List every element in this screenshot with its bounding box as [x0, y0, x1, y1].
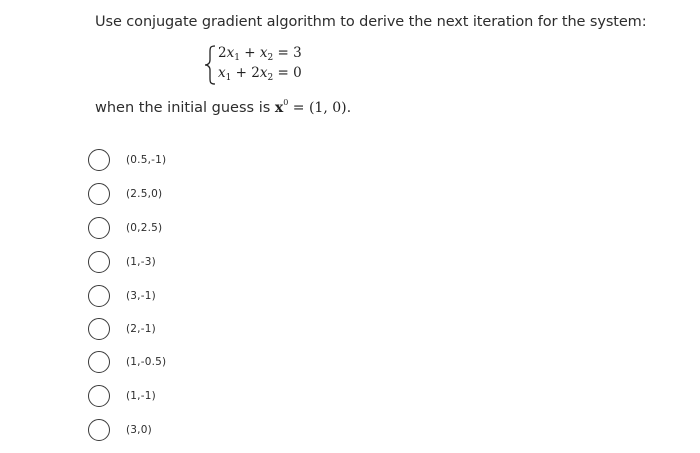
guess-prefix: when the initial guess is [95, 100, 275, 116]
option-label: (3,-1) [126, 290, 156, 302]
guess-expression [275, 100, 347, 116]
option-8[interactable] [88, 383, 156, 409]
eq2-sub2: 2 [267, 73, 274, 83]
eq1-var1: x [226, 45, 235, 61]
option-9[interactable] [88, 417, 152, 443]
eq2-op: + [231, 65, 252, 81]
option-label: (2,-1) [126, 323, 156, 335]
option-label: (3,0) [126, 424, 152, 436]
question-prompt: Use conjugate gradient algorithm to derive the next iteration for the system: [95, 14, 647, 30]
option-2[interactable] [88, 181, 162, 207]
equation-2 [218, 65, 302, 81]
option-label: (0.5,-1) [126, 154, 167, 166]
guess-suffix: . [346, 100, 352, 116]
radio-button[interactable] [88, 385, 110, 407]
radio-button[interactable] [88, 318, 110, 340]
initial-guess-line [95, 100, 351, 116]
guess-var: x [274, 100, 284, 116]
eq1-op: + [239, 45, 260, 61]
radio-button[interactable] [88, 351, 110, 373]
equation-system [203, 44, 313, 86]
option-label: (2.5,0) [126, 188, 163, 200]
option-label: (0,2.5) [126, 222, 163, 234]
left-brace-icon [203, 44, 217, 86]
guess-sup: 0 [283, 98, 289, 107]
option-4[interactable] [88, 249, 156, 275]
eq1-rhs: = 3 [273, 45, 302, 61]
eq1-sub1: 1 [234, 53, 240, 63]
option-6[interactable] [88, 316, 156, 342]
option-7[interactable] [88, 349, 166, 375]
eq2-coef2: 2 [251, 65, 260, 81]
equation-1 [218, 45, 302, 61]
eq2-sub1: 1 [225, 73, 232, 83]
radio-button[interactable] [88, 183, 110, 205]
eq1-sub2: 2 [267, 53, 274, 63]
option-3[interactable] [88, 215, 162, 241]
eq2-var2: x [259, 65, 268, 81]
eq1-var2: x [259, 45, 268, 61]
option-label: (1,-1) [126, 390, 156, 402]
radio-button[interactable] [88, 251, 110, 273]
radio-button[interactable] [88, 217, 110, 239]
guess-value: = (1, 0) [288, 100, 347, 116]
option-label: (1,-3) [126, 256, 156, 268]
radio-button[interactable] [88, 285, 110, 307]
radio-button[interactable] [88, 419, 110, 441]
option-5[interactable] [88, 283, 156, 309]
option-1[interactable] [88, 147, 166, 173]
radio-button[interactable] [88, 149, 110, 171]
option-label: (1,-0.5) [126, 356, 167, 368]
eq1-coef1: 2 [218, 45, 227, 61]
eq2-var1: x [218, 65, 226, 81]
eq2-rhs: = 0 [273, 65, 302, 81]
